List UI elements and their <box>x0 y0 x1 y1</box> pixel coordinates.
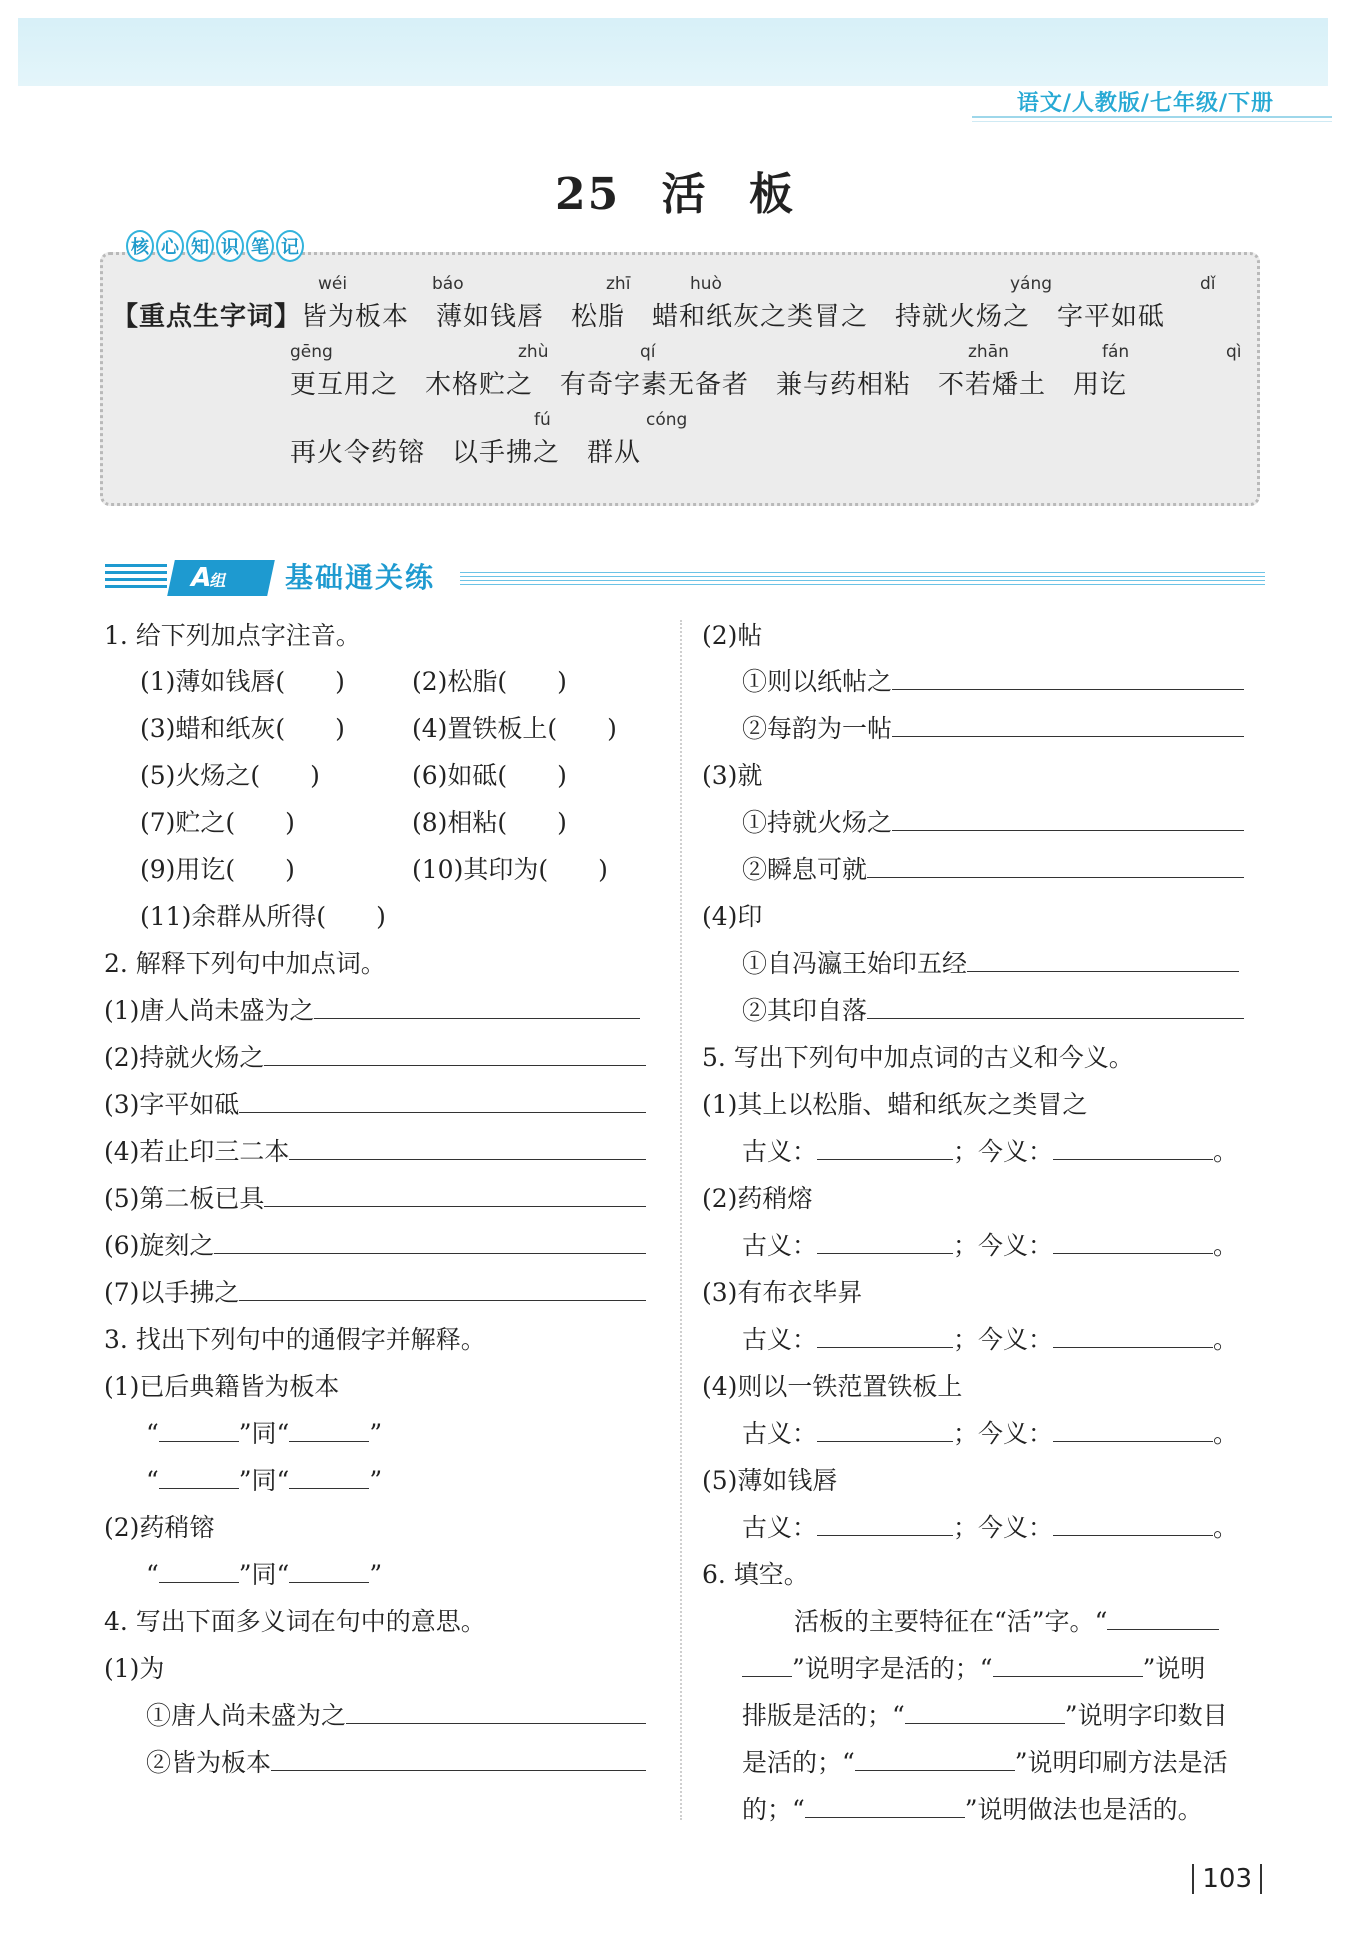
answer-blank[interactable] <box>1053 1230 1213 1254</box>
gu-jin-line: 古义： ；今义： 。 <box>742 1419 1239 1448</box>
series-label: 语文/人教版/七年级/下册 <box>1016 91 1274 116</box>
vocab-row <box>112 296 1165 333</box>
sub-question: (5)薄如钱唇 <box>702 1466 838 1495</box>
sub-question: (4)则以一铁范置铁板上 <box>702 1372 963 1401</box>
gu-jin-line: 古义： ；今义： 。 <box>742 1325 1239 1354</box>
answer-line: (2)持就火炀之 <box>104 1042 646 1074</box>
pinyin: gēng <box>290 342 333 362</box>
pinyin: fú <box>534 410 551 430</box>
header-band <box>18 18 1328 86</box>
pinyin: zhī <box>606 274 631 294</box>
answer-blank[interactable] <box>892 807 1244 831</box>
group-letter: A <box>187 563 215 593</box>
section-stripes <box>105 564 167 592</box>
answer-blank[interactable] <box>159 1559 239 1583</box>
answer-line: ①唐人尚未盛为之 <box>146 1700 646 1732</box>
sub-question: (2)药稍熔 <box>702 1184 813 1213</box>
answer-blank[interactable] <box>905 1700 1065 1724</box>
answer-blank[interactable] <box>159 1465 239 1489</box>
question-heading: 3. 找出下列句中的通假字并解释。 <box>104 1325 486 1354</box>
question-heading: 1. 给下列加点字注音。 <box>104 621 361 650</box>
pinyin: qí <box>640 342 656 362</box>
answer-blank[interactable] <box>1107 1606 1219 1630</box>
pinyin-item: (9)用讫( ) <box>140 855 295 884</box>
answer-blank[interactable] <box>1053 1324 1213 1348</box>
knowledge-badge <box>126 230 304 262</box>
pinyin-item: (1)薄如钱唇( ) <box>140 667 345 696</box>
answer-blank[interactable] <box>867 854 1244 878</box>
sub-question: (1)其上以松脂、蜡和纸灰之类冒之 <box>702 1090 1088 1119</box>
lesson-title-char: 板 <box>748 169 795 220</box>
section-rule <box>460 572 1265 586</box>
answer-blank[interactable] <box>817 1136 953 1160</box>
answer-line: ①持就火炀之 <box>742 807 1244 839</box>
question-heading: 4. 写出下面多义词在句中的意思。 <box>104 1607 486 1636</box>
pinyin-item: (11)余群从所得( ) <box>140 902 386 931</box>
pinyin: cóng <box>646 410 688 430</box>
answer-blank[interactable] <box>1053 1512 1213 1536</box>
question-heading: 6. 填空。 <box>702 1560 809 1589</box>
answer-line: (3)字平如砥 <box>104 1089 646 1121</box>
badge-char: 笔 <box>246 230 274 262</box>
answer-blank[interactable] <box>159 1418 239 1442</box>
answer-blank[interactable] <box>239 1277 646 1301</box>
pinyin: huò <box>690 274 722 294</box>
section-title: 基础通关练 <box>285 561 436 594</box>
answer-line: (4)若止印三二本 <box>104 1136 646 1168</box>
sub-question: (1)为 <box>104 1654 165 1683</box>
vocab-row: 再火令药镕 以手拂之 群从 <box>290 438 642 468</box>
answer-line: (6)旋刻之 <box>104 1230 646 1262</box>
lesson-title <box>0 158 1350 222</box>
answer-blank[interactable] <box>817 1418 953 1442</box>
sub-question: (4)印 <box>702 902 763 931</box>
pinyin-item: (4)置铁板上( ) <box>412 714 617 743</box>
pinyin-item: (3)蜡和纸灰( ) <box>140 714 345 743</box>
group-badge <box>167 560 275 596</box>
pinyin: fán <box>1102 342 1130 362</box>
answer-blank[interactable] <box>742 1653 792 1677</box>
answer-blank[interactable] <box>289 1136 646 1160</box>
badge-char: 核 <box>126 230 154 262</box>
pinyin-item: (2)松脂( ) <box>412 667 567 696</box>
answer-line: (7)以手拂之 <box>104 1277 646 1309</box>
tongjia-line: “ ”同“ ” <box>146 1419 383 1448</box>
pinyin-item: (7)贮之( ) <box>140 808 295 837</box>
pinyin-item: (5)火炀之( ) <box>140 761 320 790</box>
gu-jin-line: 古义： ；今义： 。 <box>742 1137 1239 1166</box>
pinyin: zhān <box>968 342 1009 362</box>
answer-line: ②每韵为一帖 <box>742 713 1244 745</box>
answer-blank[interactable] <box>314 995 640 1019</box>
answer-blank[interactable] <box>289 1559 369 1583</box>
answer-blank[interactable] <box>867 995 1244 1019</box>
sub-question: (3)就 <box>702 761 763 790</box>
answer-blank[interactable] <box>264 1183 646 1207</box>
question-heading: 5. 写出下列句中加点词的古义和今义。 <box>702 1043 1134 1072</box>
sub-question: (1)已后典籍皆为板本 <box>104 1372 340 1401</box>
gu-jin-line: 古义： ；今义： 。 <box>742 1513 1239 1542</box>
fill-line: ”说明字是活的；“ ”说明 <box>742 1653 1205 1685</box>
answer-line: ①则以纸帖之 <box>742 666 1244 698</box>
answer-blank[interactable] <box>214 1230 646 1254</box>
pinyin: yáng <box>1010 274 1053 294</box>
fill-line: 是活的；“ ”说明印刷方法是活 <box>742 1748 1228 1777</box>
answer-blank[interactable] <box>239 1089 646 1113</box>
pinyin: zhù <box>518 342 549 362</box>
lesson-number: 25 <box>555 169 621 220</box>
pinyin: qì <box>1226 342 1242 362</box>
fill-line: 排版是活的；“ ”说明字印数目 <box>742 1701 1228 1730</box>
badge-char: 知 <box>186 230 214 262</box>
pinyin-item: (8)相粘( ) <box>412 808 567 837</box>
vocab-text: 皆为板本 薄如钱唇 松脂 蜡和纸灰之类冒之 持就火炀之 字平如砥 <box>301 302 1166 332</box>
badge-char: 记 <box>276 230 304 262</box>
answer-blank[interactable] <box>346 1700 646 1724</box>
pinyin: dǐ <box>1200 274 1216 294</box>
section-header <box>105 560 1265 600</box>
gu-jin-line: 古义： ；今义： 。 <box>742 1231 1239 1260</box>
answer-blank[interactable] <box>892 713 1244 737</box>
group-sub: 组 <box>208 571 229 590</box>
answer-line: ①自冯瀛王始印五经 <box>742 948 1239 980</box>
answer-blank[interactable] <box>1053 1136 1213 1160</box>
fill-line: 活板的主要特征在“活”字。“ <box>794 1606 1219 1638</box>
header-rule <box>972 116 1332 122</box>
pinyin-item: (10)其印为( ) <box>412 855 608 884</box>
pinyin: báo <box>432 274 464 294</box>
answer-blank[interactable] <box>289 1465 369 1489</box>
answer-blank[interactable] <box>289 1418 369 1442</box>
answer-line: (1)唐人尚未盛为之 <box>104 995 640 1027</box>
answer-blank[interactable] <box>1053 1418 1213 1442</box>
pinyin: wéi <box>318 274 348 294</box>
tongjia-line: “ ”同“ ” <box>146 1560 383 1589</box>
page-number: 103 <box>1192 1864 1262 1894</box>
badge-char: 识 <box>216 230 244 262</box>
sub-question: (2)帖 <box>702 621 763 650</box>
answer-line: (5)第二板已具 <box>104 1183 646 1215</box>
answer-blank[interactable] <box>967 948 1239 972</box>
answer-line: ②皆为板本 <box>146 1747 646 1779</box>
tongjia-line: “ ”同“ ” <box>146 1466 383 1495</box>
pinyin-item: (6)如砥( ) <box>412 761 567 790</box>
vocab-label: 【重点生字词】 <box>112 302 302 332</box>
vocab-row: 更互用之 木格贮之 有奇字素无备者 兼与药相粘 不若燔土 用讫 <box>290 370 1128 400</box>
badge-char: 心 <box>156 230 184 262</box>
answer-blank[interactable] <box>817 1512 953 1536</box>
answer-blank[interactable] <box>271 1747 646 1771</box>
answer-blank[interactable] <box>855 1747 1015 1771</box>
answer-blank[interactable] <box>264 1042 646 1066</box>
answer-blank[interactable] <box>892 666 1244 690</box>
answer-line: ②瞬息可就 <box>742 854 1244 886</box>
answer-line: ②其印自落 <box>742 995 1244 1027</box>
answer-blank[interactable] <box>817 1230 953 1254</box>
column-divider <box>680 620 682 1820</box>
question-heading: 2. 解释下列句中加点词。 <box>104 949 386 978</box>
answer-blank[interactable] <box>993 1653 1143 1677</box>
sub-question: (2)药稍镕 <box>104 1513 215 1542</box>
fill-line: 的；“ ”说明做法也是活的。 <box>742 1795 1203 1824</box>
sub-question: (3)有布衣毕昇 <box>702 1278 863 1307</box>
lesson-title-char: 活 <box>661 169 708 220</box>
answer-blank[interactable] <box>817 1324 953 1348</box>
answer-blank[interactable] <box>805 1794 965 1818</box>
